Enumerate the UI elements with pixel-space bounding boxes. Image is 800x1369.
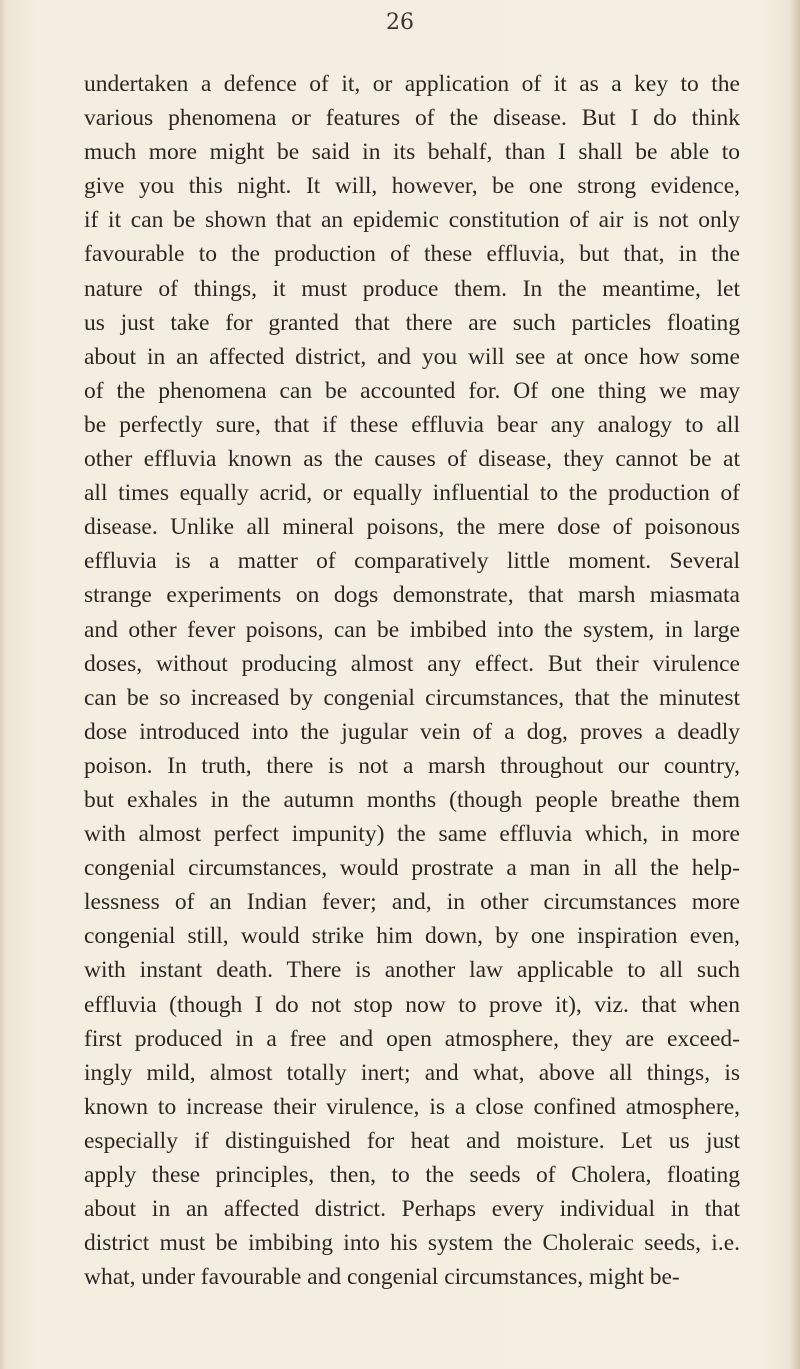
text-line: congenial circumstances, would prostrate a man in all the help- [84, 855, 740, 882]
text-line: lessness of an Indian fever; and, in other circumstances more [84, 889, 740, 916]
text-line: poison. In truth, there is not a marsh throughout our country, [84, 752, 740, 779]
page-number: 26 [386, 10, 414, 35]
page-left-edge-shadow [0, 0, 6, 1369]
text-line: various phenomena or features of the disease. But I do think [84, 105, 740, 132]
text-line: but exhales in the autumn months (though people breathe them [84, 786, 740, 813]
text-line: with instant death. There is another law applicable to all such [84, 957, 740, 984]
text-line: about in an affected district, and you will see at once how some [84, 343, 740, 370]
text-line: dose introduced into the jugular vein of a dog, proves a deadly [84, 718, 740, 745]
text-line: if it can be shown that an epidemic constitution of air is not only [84, 207, 740, 234]
text-line: about in an affected district. Perhaps every individual in that [84, 1196, 740, 1223]
body-text [84, 67, 740, 1294]
text-line: of the phenomena can be accounted for. Of one thing we may [84, 377, 740, 404]
text-line: undertaken a defence of it, or application of it as a key to the [84, 71, 740, 97]
text-line: strange experiments on dogs demonstrate, that marsh miasmata [84, 582, 740, 609]
text-line: ingly mild, almost totally inert; and what, above all things, is [84, 1059, 740, 1086]
text-line: especially if distinguished for heat and moisture. Let us just [84, 1127, 740, 1154]
text-line: all times equally acrid, or equally influential to the production of [84, 480, 740, 507]
text-line: us just take for granted that there are such particles floating [84, 309, 740, 336]
text-line: effluvia is a matter of comparatively little moment. Several [84, 548, 740, 575]
text-line: favourable to the production of these effluvia, but that, in the [84, 241, 740, 268]
text-line: doses, without producing almost any effect. But their virulence [84, 650, 740, 677]
text-line: congenial still, would strike him down, by one inspiration even, [84, 923, 740, 950]
text-line: can be so increased by congenial circumstances, that the minutest [84, 684, 740, 711]
text-line: effluvia (though I do not stop now to prove it), viz. that when [84, 991, 740, 1018]
text-line: be perfectly sure, that if these effluvia bear any analogy to all [84, 411, 740, 438]
text-line: known to increase their virulence, is a close confined atmosphere, [84, 1093, 740, 1120]
text-line: apply these principles, then, to the seeds of Cholera, floating [84, 1162, 740, 1188]
text-line: first produced in a free and open atmosphere, they are exceed- [84, 1025, 740, 1052]
text-line: much more might be said in its behalf, than I shall be able to [84, 139, 740, 166]
text-line: other effluvia known as the causes of disease, they cannot be at [84, 446, 740, 473]
text-line: what, under favourable and congenial circumstances, might be- [84, 1264, 680, 1291]
text-line: give you this night. It will, however, be one strong evidence, [84, 173, 740, 200]
text-line: disease. Unlike all mineral poisons, the mere dose of poisonous [84, 514, 740, 541]
text-line: nature of things, it must produce them. In the meantime, let [84, 275, 740, 302]
text-line: with almost perfect impunity) the same effluvia which, in more [84, 821, 740, 848]
page-right-edge-shadow [790, 0, 800, 1369]
text-line: district must be imbibing into his system the Choleraic seeds, i.e. [84, 1230, 740, 1257]
text-line: and other fever poisons, can be imbibed into the system, in large [84, 616, 740, 643]
